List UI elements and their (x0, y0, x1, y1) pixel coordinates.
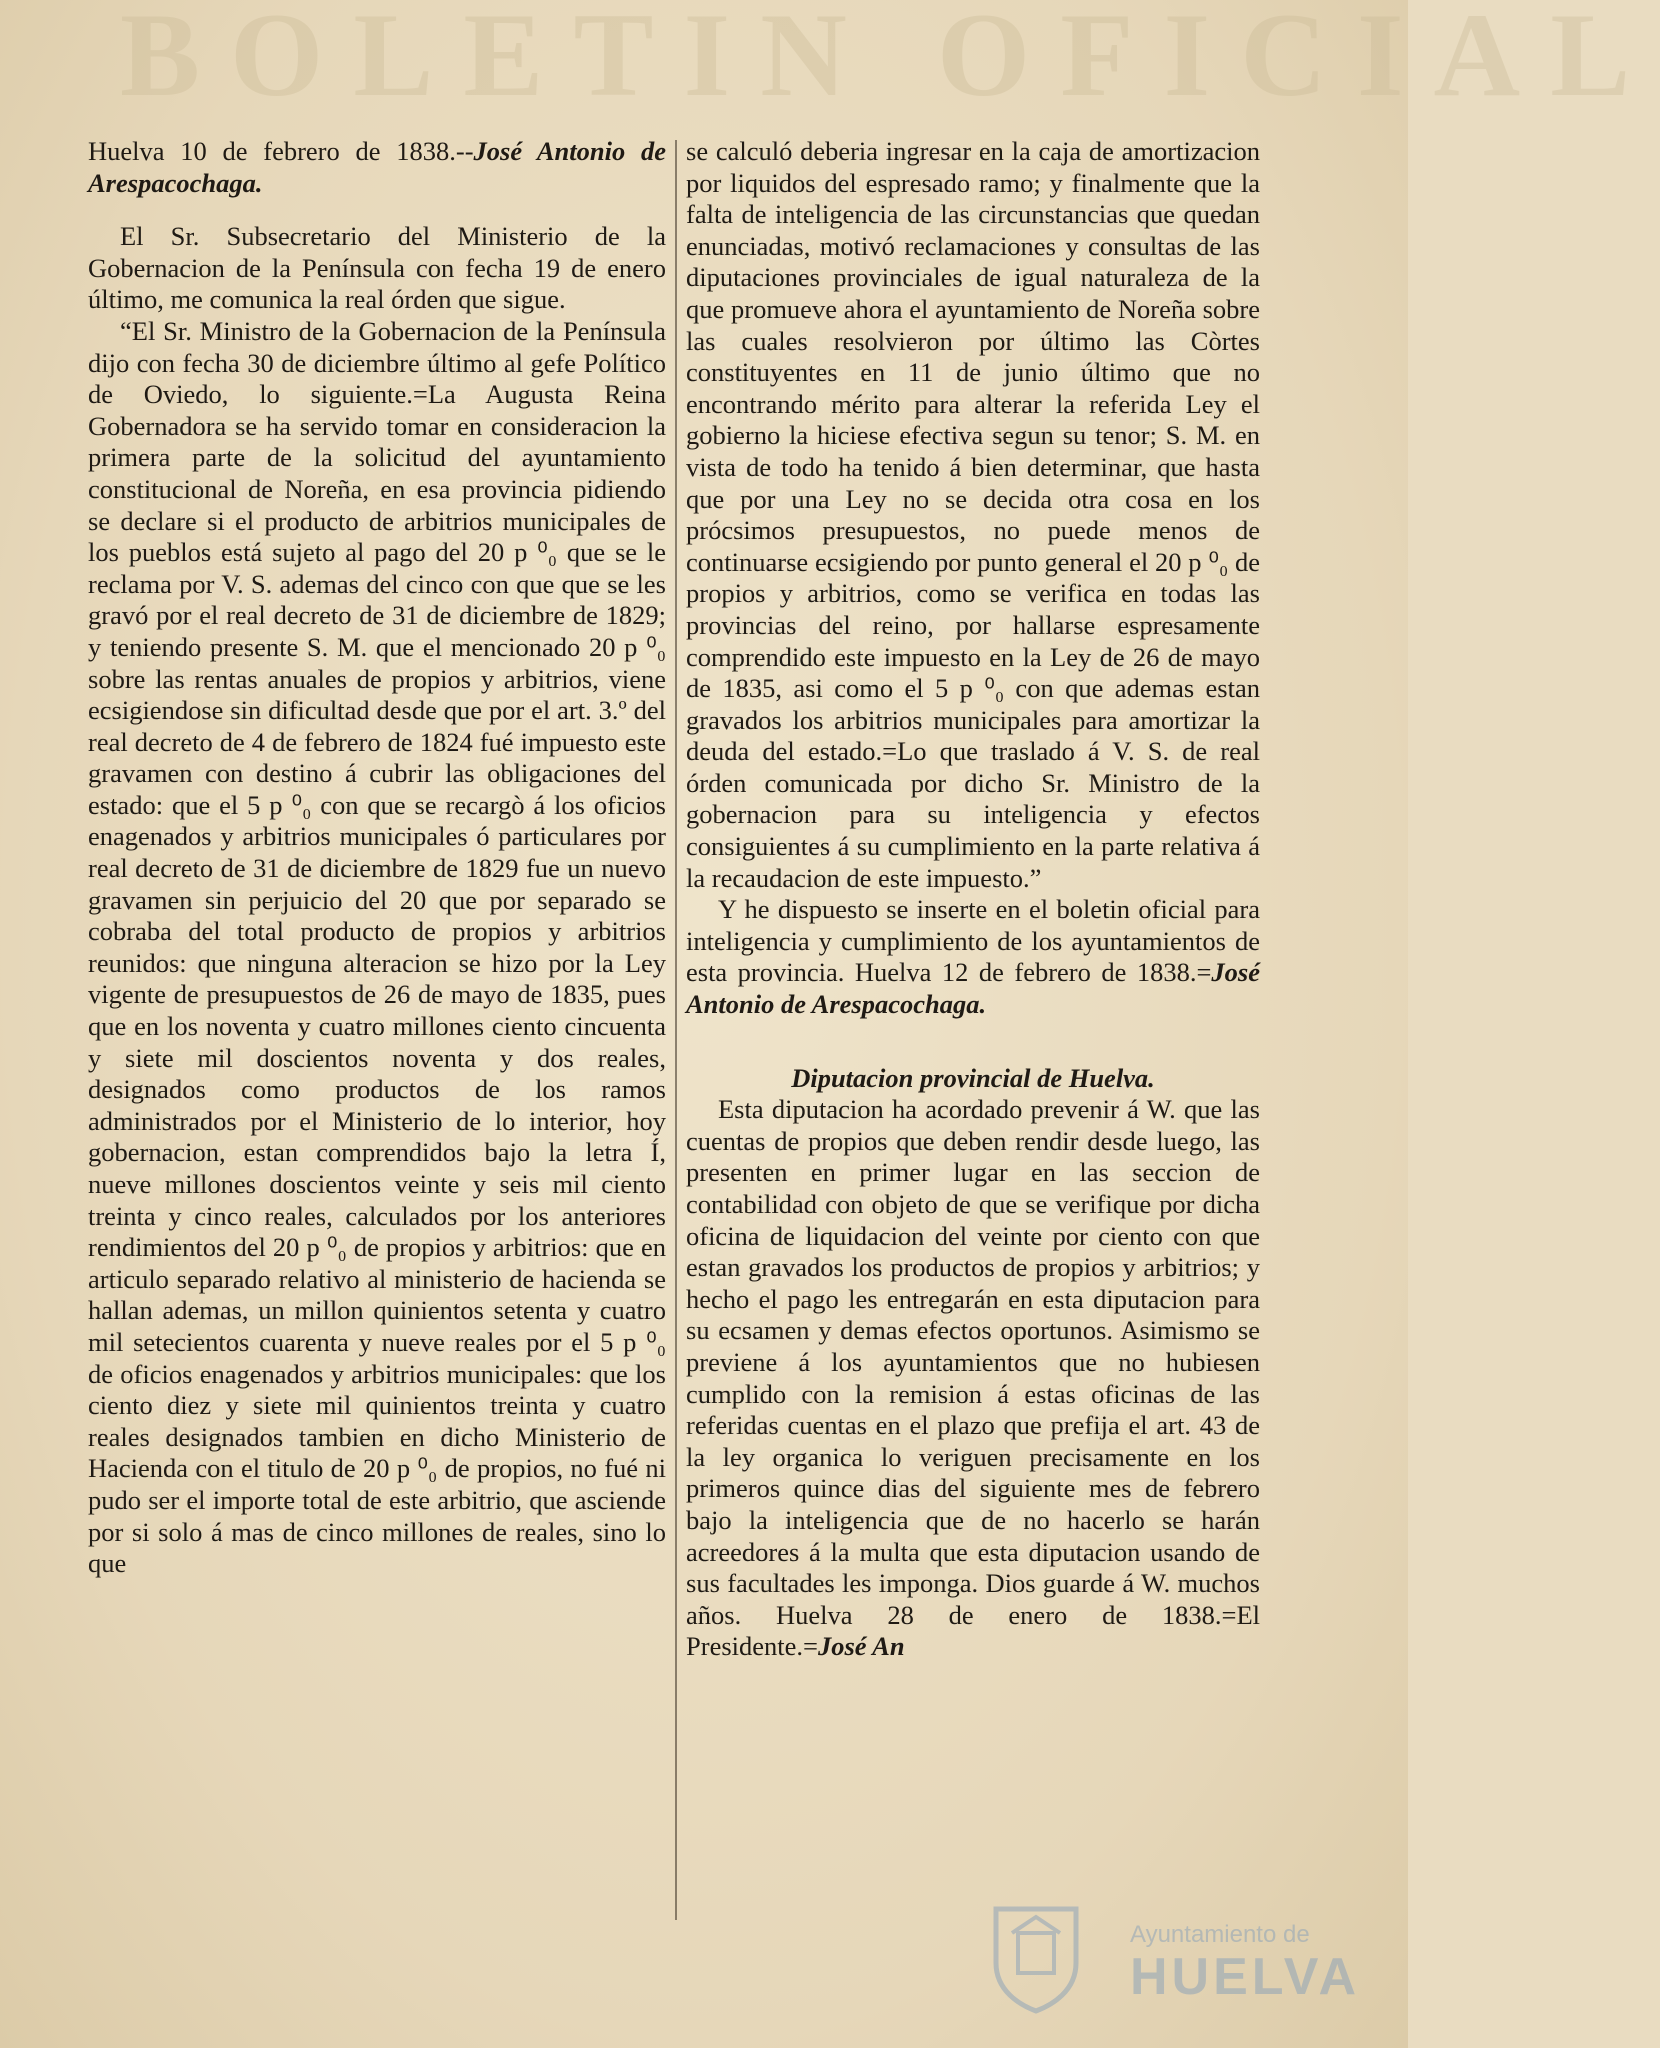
dateline (88, 136, 666, 199)
final-signature: José An (817, 1631, 905, 1662)
watermark-line-2: HUELVA (1130, 1948, 1361, 2006)
diputacion-text: Esta diputacion ha acordado prevenir á W. que las cuentas de propios que deben rendir desde luego, las presenten en primer lugar en las seccion de contabilidad con objeto de que se verifique por dicha oficina de liquidacion del veinte por ciento con que estan gravados los productos de propios y arbitrios; y hecho el pago les entregarán en esta diputacion para su ecsamen y demas efectos oportunos. Asimismo se previene á los ayuntamientos que no hubiesen cumplido con la remision á estas oficinas de las referidas cuentas en el plazo que prefija el art. 43 de la ley organica lo veriguen precisamente en los primeros quince dias del siguiente mes de febrero bajo la inteligencia que de no hacerlo se harán acreedores á la multa que esta diputacion usando de sus facultades les imponga. Dios guarde á W. muchos años. Huelva 28 de enero de 1838.=El Presidente.= (686, 1094, 1260, 1662)
left-column (88, 136, 666, 1580)
insert-order-paragraph (686, 894, 1260, 1020)
diputacion-paragraph (686, 1094, 1260, 1663)
continued-paragraph: se calculó deberia ingresar en la caja de amortizacion por liquidos del espresado ramo; y finalmente que la falta de inteligencia de las circunstancias que quedan enunciadas, motivó reclamaciones y consultas de las diputaciones provinciales de igual naturaleza de la que promueve ahora el ayuntamiento de Noreña sobre las cuales resolvieron por último las Còrtes constituyentes en 11 de junio último que no encontrando mérito para alterar la referida Ley el gobierno la hiciese efectiva segun su tenor; S. M. en vista de todo ha tenido á bien determinar, que hasta que por una Ley no se decida otra cosa en los prócsimos presupuestos, no puede menos de continuarse ecsigiendo por punto general el 20 p ⁰₀ de propios y arbitrios, como se verifica en todas las provincias del reino, por hallarse espresamente comprendido este impuesto en la Ley de 26 de mayo de 1835, asi como el 5 p ⁰₀ con que ademas estan gravados los arbitrios municipales para amortizar la deuda del estado.=Lo que traslado á V. S. de real órden comunicada por dicho Sr. Ministro de la gobernacion para su inteligencia y efectos consiguientes á su cumplimiento en la parte relativa á la recaudacion de este impuesto.” (686, 136, 1260, 893)
right-column (686, 136, 1260, 1663)
column-divider (675, 140, 677, 1920)
insert-order-text: Y he dispuesto se inserte en el boletin oficial para inteligencia y cumplimiento de los ayuntamientos de esta provincia. Huelva 12 de febrero de 1838.= (686, 894, 1260, 988)
section-heading: Diputacion provincial de Huelva. (791, 1062, 1155, 1093)
ministro-paragraph: “El Sr. Ministro de la Gobernacion de la Península dijo con fecha 30 de diciembre último al gefe Político de Oviedo, lo siguiente.=La Augusta Reina Gobernadora se ha servido tomar en consideracion la primera parte de la solicitud del ayuntamiento constitucional de Noreña, en esa provincia pidiendo se declare si el producto de arbitrios municipales de los pueblos está sujeto al pago del 20 p ⁰₀ que se le reclama por V. S. ademas del cinco con que que se les gravó por el real decreto de 31 de diciembre de 1829; y teniendo presente S. M. que el mencionado 20 p ⁰₀ sobre las rentas anuales de propios y arbitrios, viene ecsigiendose sin dificultad desde que por el art. 3.º del real decreto de 4 de febrero de 1824 fué impuesto este gravamen con destino á cubrir las obligaciones del estado: que el 5 p ⁰₀ con que se recargò á los oficios enagenados y arbitrios municipales ó particulares por real decreto de 31 de diciembre de 1829 fue un nuevo gravamen sin perjuicio del 20 que por separado se cobraba del total producto de propios y arbitrios reunidos: que ninguna alteracion se hizo por la Ley vigente de presupuestos de 26 de mayo de 1835, pues que en los noventa y cuatro millones ciento cincuenta y siete mil doscientos noventa y dos reales, designados como productos de los ramos administrados por el Ministerio de lo interior, hoy gobernacion, estan comprendidos bajo la letra Í, nueve millones doscientos veinte y seis mil ciento treinta y cinco reales, calculados por los anteriores rendimientos del 20 p ⁰₀ de propios y arbitrios: que en articulo separado relativo al ministerio de hacienda se hallan ademas, un millon quinientos setenta y cuatro mil setecientos cuarenta y nueve reales por el 5 p ⁰₀ de oficios enagenados y arbitrios municipales: que los ciento diez y siete mil quinientos treinta y cuatro reales designados tambien en dicho Ministerio de Hacienda con el titulo de 20 p ⁰₀ de propios, no fué ni pudo ser el importe total de este arbitrio, que asciende por si solo á mas de cinco millones de reales, sino lo que (88, 315, 666, 1579)
dateline-text: Huelva 10 de febrero de 1838.-- (88, 136, 474, 166)
subsecretario-paragraph: El Sr. Subsecretario del Ministerio de la Gobernacion de la Península con fecha 19 de enero último, me comunica la real órden que sigue. (88, 221, 666, 315)
insert-order-signature: José Antonio de Arespacochaga. (686, 957, 1260, 1020)
dateline-signature: José Antonio de Arespacochaga. (88, 136, 666, 198)
archive-watermark (990, 1895, 1361, 2025)
masthead-ghost-title: BOLETIN OFICIAL (120, 0, 1660, 121)
city-shield-icon (990, 1903, 1082, 2013)
watermark-line-1: Ayuntamiento de (1130, 1921, 1310, 1948)
